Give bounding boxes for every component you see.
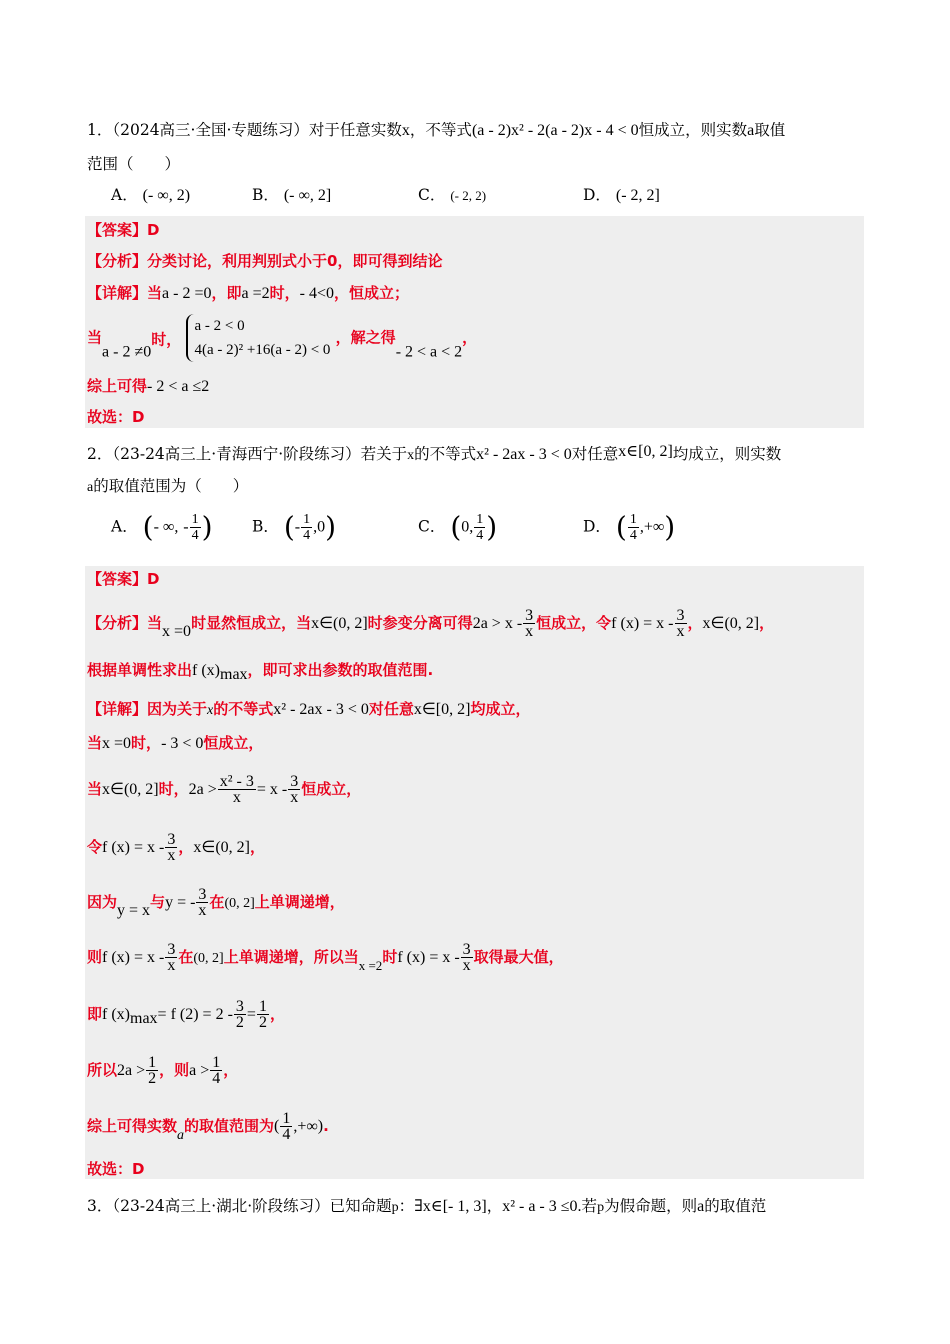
q2-detail-line8: 所以2a > $\frac{1}{2}$ ，则a > $\frac{1}{4}$ ， (87, 1054, 239, 1087)
q2-detail-line5: 因为y = x与y = - $\frac{3}{x}$ 在(0, 2]上单调递增， (87, 886, 345, 919)
q2-stem-cont: a的取值范围为（ ） (87, 477, 249, 495)
q1-stem: 1．（2024高三·全国·专题练习）对于任意实数x，不等式(a - 2)x² - 2(a - 2)x - 4 < 0恒成立，则实数a取值 (87, 121, 786, 139)
q3-stem: 3．（23-24高三上·湖北·阶段练习）已知命题p：∃x∈[- 1, 3]，x² - a - 3 ≤0.若p为假命题，则a的取值范 (87, 1197, 767, 1215)
q1-option-b: B． (- ∞, 2] (252, 186, 332, 204)
q1-analysis: 【分析】分类讨论，利用判别式小于0，即可得到结论 (87, 252, 443, 270)
q2-detail-line6: 则f (x) = x - $\frac{3}{x}$ 在(0, 2]上单调递增，所以当x =2时f (x) = x - $\frac{3}{x}$ 取得最大值， (87, 941, 564, 974)
q2-option-a: A． (- ∞, - $\frac{1}{4}$ ) (111, 510, 213, 544)
q2-choose: 故选：D (87, 1160, 145, 1178)
q1-detail-line2: 当a - 2 ≠0时， a - 2 < 0 4(a - 2)² +16(a - 2) < 0 ，解之得- 2 < a < 2， (87, 314, 477, 365)
q2-detail-line3: 当x∈(0, 2]时，2a > $\frac{\text{x² - 3}}{x}$ = x - $\frac{3}{x}$ 恒成立， (87, 773, 362, 806)
q1-detail-line1: 【详解】当a - 2 =0，即a =2时，- 4<0，恒成立； (87, 284, 410, 302)
q2-stem: 2．（23-24高三上·青海西宁·阶段练习）若关于x的不等式x² - 2ax - 3 < 0对任意x∈[0, 2]均成立，则实数 (87, 443, 782, 463)
q1-option-d: D． (- 2, 2] (583, 186, 660, 204)
q2-detail-line2: 当x =0时，- 3 < 0恒成立， (87, 734, 264, 752)
q2-detail-line4: 令f (x) = x - $\frac{3}{x}$ ，x∈(0, 2]， (87, 831, 265, 864)
q2-option-c: C． (0, $\frac{1}{4}$ ) (418, 510, 498, 544)
q1-answer: 【答案】D (87, 221, 160, 239)
q2-answer: 【答案】D (87, 570, 160, 588)
q2-analysis-line2: 根据单调性求出f (x)max，即可求出参数的取值范围. (87, 661, 434, 683)
q2-detail-line9: 综上可得实数a的取值范围为( $\frac{1}{4}$ ,+∞). (87, 1110, 329, 1143)
q1-option-c: C． (- 2, 2) (418, 186, 487, 204)
q2-option-b: B． (- $\frac{1}{4}$ ,0) (252, 510, 337, 544)
q1-option-a: A． (- ∞, 2) (111, 186, 191, 204)
q1-detail-line3: 综上可得- 2 < a ≤2 (87, 377, 210, 395)
q2-option-d: D． ( $\frac{1}{4}$ ,+∞) (583, 510, 676, 544)
q1-equation-system: a - 2 < 0 4(a - 2)² +16(a - 2) < 0 (186, 314, 330, 362)
q1-stem-cont: 范围（ ） (87, 155, 181, 173)
q2-detail-line7: 即f (x)max= f (2) = 2 - $\frac{3}{2}$ = $\frac{1}{2}$ ， (87, 998, 285, 1031)
q2-analysis-line1: 【分析】当x =0时显然恒成立，当x∈(0, 2]时参变分离可得2a > x - $\frac{3}{x}$ 恒成立，令f (x) = x - $\frac{3}{x}$ ，x∈(0, 2]， (87, 607, 775, 640)
q1-choose: 故选：D (87, 408, 145, 426)
q2-detail-line1: 【详解】因为关于x的不等式x² - 2ax - 3 < 0对任意x∈[0, 2]均成立， (87, 700, 531, 718)
